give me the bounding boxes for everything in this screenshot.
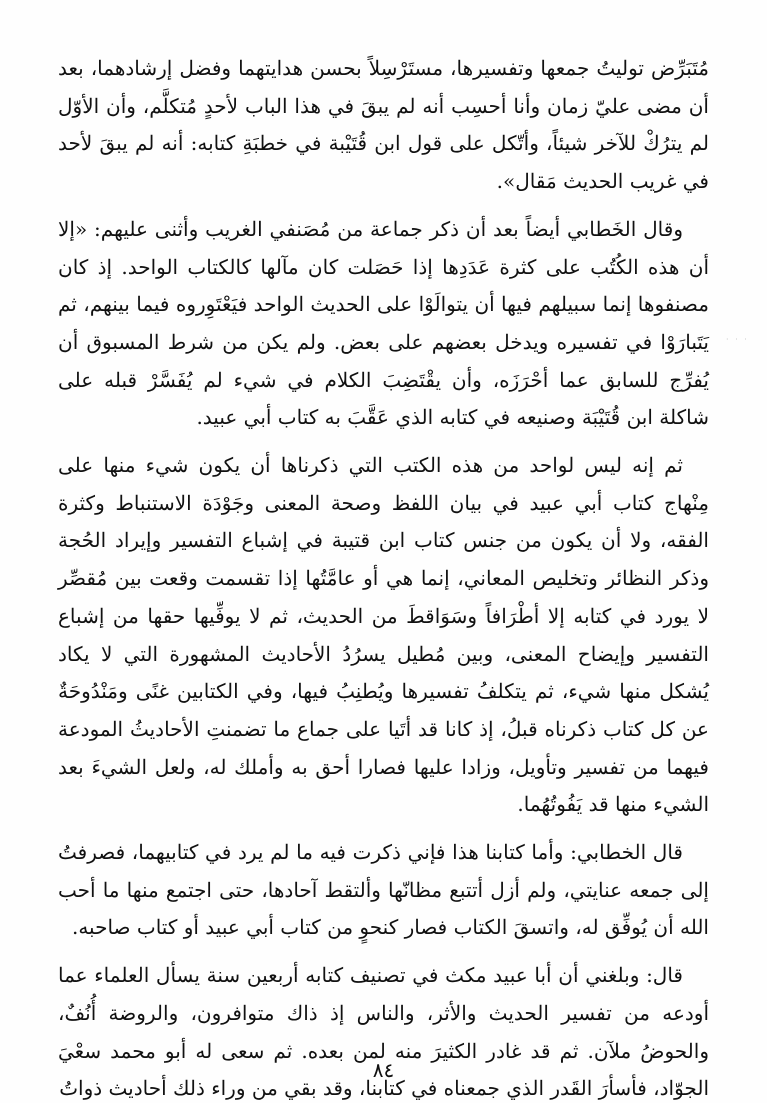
page-number: ٨٤ [372,1058,395,1082]
paragraph-1: مُتَبَرِّض توليتُ جمعها وتفسيرها، مستَرْسِلاً بحسن هدايتهما وفضل إرشادهما، بعد أن مضى عليّ زمان وأنا أحسِب أنه لم يبقَ في هذا الباب لأحدٍ مُتكلَّم، وأن الأوّل لم يترُكْ للآخر شيئاً، وأتّكل على قول ابن قُتَيْبة في خطبَةِ كتابه: أنه لم يبقَ لأحد في غريب الحديث مَقال». [58,56,709,194]
paragraph-5: قال: وبلغني أن أبا عبيد مكث في تصنيف كتابه أربعين سنة يسأل العلماء عما أودعه من تفسير الحديث والأثر، والناس إذ ذاك متوافرون، والروضة أُنُفٌ، والحوضُ ملآن. ثم قد غادر الكثيرَ منه لمن بعده. ثم سعى له أبو محمد سعْيَ الجوّاد، فأسأرَ القَدر الذي جمعناه في كتابنا، وقد بقي من وراء ذلك أحاديث ذواتُ [58,963,709,1101]
margin-mark: · · · [726,335,749,344]
body-text [58,50,709,1108]
paragraph-4: قال الخطابي: وأما كتابنا هذا فإني ذكرت فيه ما لم يرد في كتابيهما، فصرفتُ إلى جمعه عنايتي، ولم أزل أتتبع مظانّها وألتقط آحادها، حتى اجتمع منها ما أحب الله أن يُوفِّق له، واتسقَ الكتاب فصار كنحوٍ من كتاب أبي عبيد أو كتاب صاحبه. [58,840,709,940]
paragraph-3: ثم إنه ليس لواحد من هذه الكتب التي ذكرناها أن يكون شيء منها على مِنْهاج كتاب أبي عبيد في بيان اللفظ وصحة المعنى وجَوْدَة الاستنباط وكثرة الفقه، ولا أن يكون من جنس كتاب ابن قتيبة في إشباع التفسير وإيراد الحُجة وذكر النظائر وتخليص المعاني، إنما هي أو عامَّتُها إذا تقسمت وقعت بين مُقصِّر لا يورد في كتابه إلا أطْرَافاً وسَوَاقطَ من الحديث، ثم لا يوفِّيها حقها من إشباع التفسير وإيضاح المعنى، وبين مُطيل يسرُدُ الأحاديث المشهورة التي لا يكاد يُشكل منها شيء، ثم يتكلفُ تفسيرها ويُطنِبُ فيها، وفي الكتابين غنًى ومَنْدُوحَةٌ عن كل كتاب ذكرناه قبلُ، إذ كانا قد أتَيا على جماع ما تضمنتِ الأحاديثُ المودعة فيهما من تفسير وتأويل، وزادا عليها فصارا أحق به وأملك له، ولعل الشيءَ بعد الشيء منها قد يَفُوتُهُما. [58,453,709,817]
paragraph-2: وقال الخَطابي أيضاً بعد أن ذكر جماعة من مُصَنفي الغريب وأثنى عليهم: «إلا أن هذه الكُتُب على كثرة عَدَدِها إذا حَصَلت كان مآلها كالكتاب الواحد. إذ كان مصنفوها إنما سبيلهم فيها أن يتوالَوْا على الحديث الواحد فيَعْتَوِروه فيما بينهم، ثم يَتَبارَوْا في تفسيره ويدخل بعضهم على بعض. ولم يكن من شرط المسبوق أن يُفرِّج للسابق عما أحْرَزَه، وأن يقْتَضِبَ الكلام في شيء لم يُفَسَّرْ قبله على شاكلة ابن قُتَيْبَة وصنيعه في كتابه الذي عَقَّبَ به كتاب أبي عبيد. [58,216,709,430]
